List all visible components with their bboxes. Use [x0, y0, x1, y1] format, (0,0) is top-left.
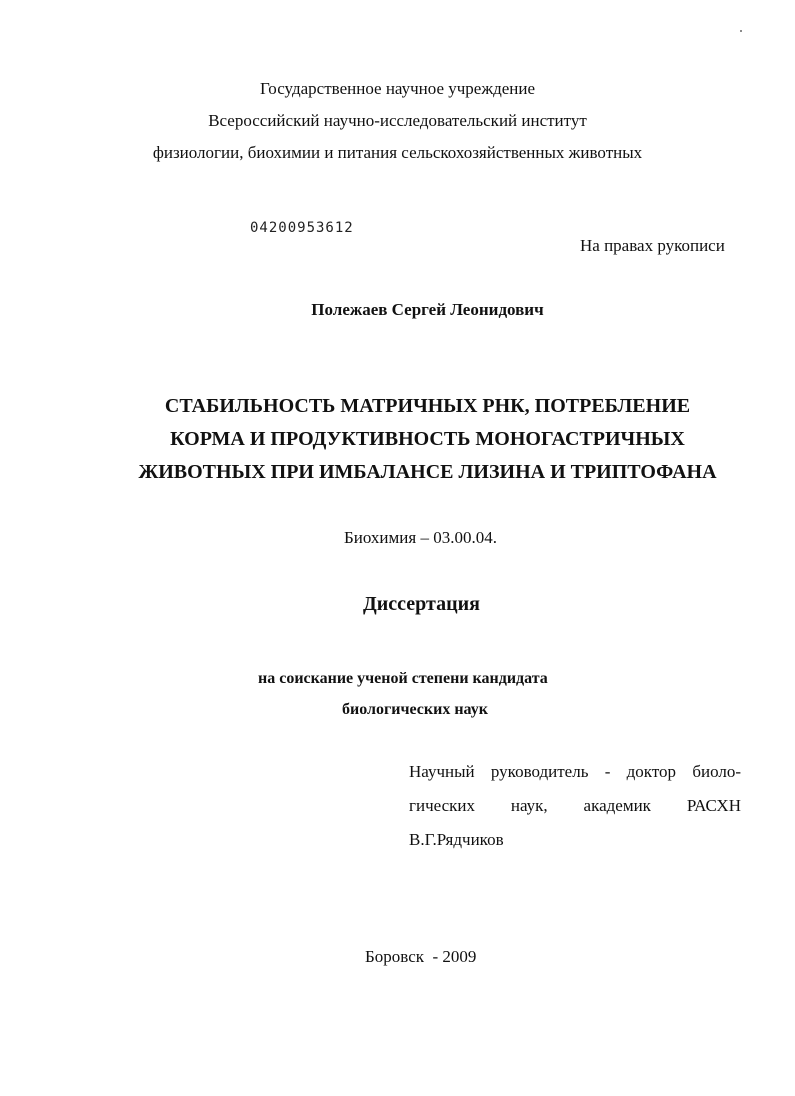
rights-note: На правах рукописи	[580, 236, 725, 255]
supervisor-block	[409, 755, 741, 857]
title-line-2: КОРМА И ПРОДУКТИВНОСТЬ МОНОГАСТРИЧНЫХ	[170, 428, 685, 450]
institution-line-1: Государственное научное учреждение	[259, 79, 536, 98]
scan-speck	[740, 30, 742, 32]
author-name: Полежаев Сергей Леонидович	[311, 300, 544, 319]
catalog-code: 04200953612	[250, 220, 354, 236]
place-year: Боровск - 2009	[365, 947, 477, 966]
title-line-3: ЖИВОТНЫХ ПРИ ИМБАЛАНСЕ ЛИЗИНА И ТРИПТОФАНА	[138, 461, 717, 483]
supervisor-name: В.Г.Рядчиков	[409, 830, 504, 849]
document-type: Диссертация	[363, 593, 480, 615]
degree-line-2: биологических наук	[342, 701, 488, 718]
title-line-1: СТАБИЛЬНОСТЬ МАТРИЧНЫХ РНК, ПОТРЕБЛЕНИЕ	[164, 395, 691, 417]
institution-line-2: Всероссийский научно-исследовательский институт	[208, 111, 587, 130]
supervisor-line-2: гических наук, академик РАСХН	[409, 796, 741, 815]
supervisor-line-1: Научный руководитель - доктор биоло-	[409, 762, 741, 781]
institution-line-3: физиологии, биохимии и питания сельскохозяйственных животных	[152, 143, 643, 162]
specialty: Биохимия – 03.00.04.	[344, 528, 497, 547]
degree-line-1: на соискание ученой степени кандидата	[258, 670, 548, 687]
